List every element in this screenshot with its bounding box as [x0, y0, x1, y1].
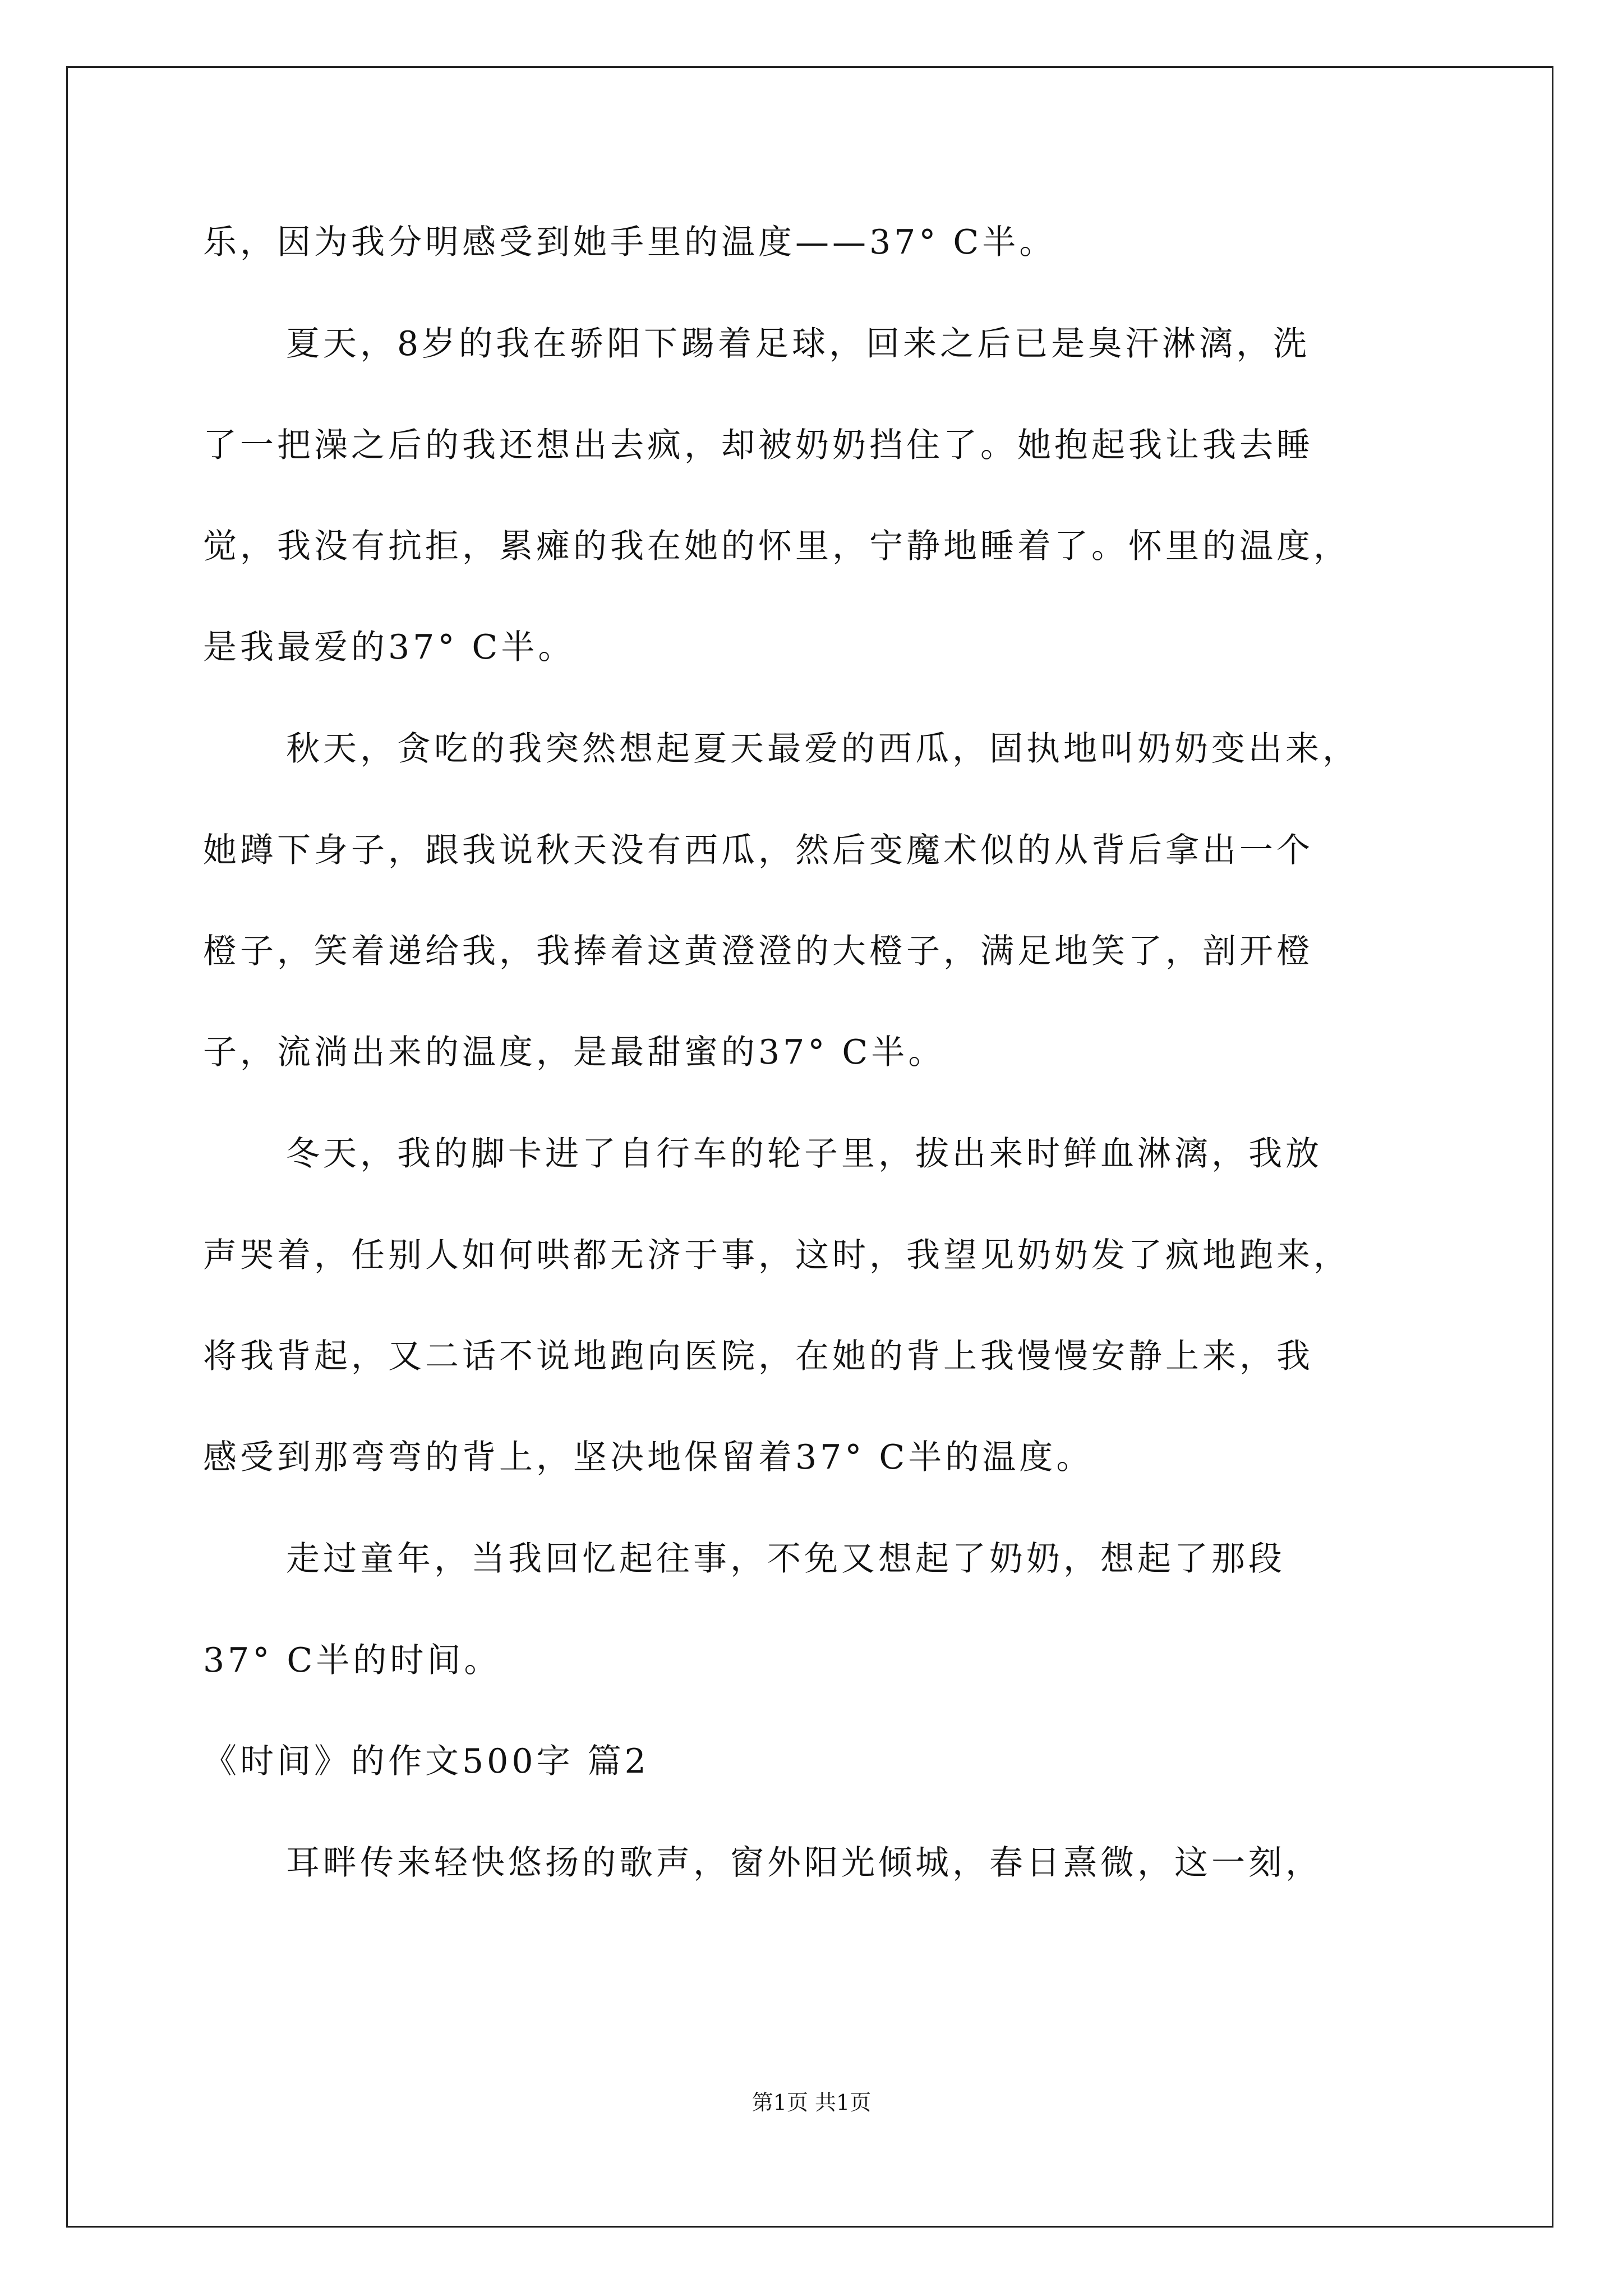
text-line: 橙子，笑着递给我，我捧着这黄澄澄的大橙子，满足地笑了，剖开橙 — [203, 932, 1313, 971]
text-line: 是我最爱的37° C半。 — [203, 628, 575, 667]
paragraph-summer-start: 夏天，8岁的我在骄阳下踢着足球，回来之后已是臭汗淋漓，洗 — [286, 324, 1311, 364]
section-heading: 《时间》的作文500字 篇2 — [203, 1742, 649, 1781]
text-line: 感受到那弯弯的背上，坚决地保留着37° C半的温度。 — [203, 1438, 1094, 1477]
text-line: 乐，因为我分明感受到她手里的温度——37° C半。 — [203, 223, 1057, 262]
text-line: 37° C半的时间。 — [203, 1641, 501, 1680]
paragraph-ending-start: 走过童年，当我回忆起往事，不免又想起了奶奶，想起了那段 — [286, 1539, 1285, 1579]
text-line: 子，流淌出来的温度，是最甜蜜的37° C半。 — [203, 1033, 946, 1072]
text-line: 将我背起，又二话不说地跑向医院，在她的背上我慢慢安静上来，我 — [203, 1337, 1313, 1376]
paragraph-autumn-start: 秋天，贪吃的我突然想起夏天最爱的西瓜，固执地叫奶奶变出来， — [286, 729, 1359, 769]
text-line: 声哭着，任别人如何哄都无济于事，这时，我望见奶奶发了疯地跑来， — [203, 1236, 1350, 1275]
paragraph-essay2-start: 耳畔传来轻快悠扬的歌声，窗外阳光倾城，春日熹微，这一刻， — [286, 1843, 1322, 1883]
text-line: 她蹲下身子，跟我说秋天没有西瓜，然后变魔术似的从背后拿出一个 — [203, 831, 1313, 870]
text-line: 觉，我没有抗拒，累瘫的我在她的怀里，宁静地睡着了。怀里的温度， — [203, 527, 1350, 566]
page-footer: 第1页 共1页 — [751, 2090, 872, 2115]
paragraph-winter-start: 冬天，我的脚卡进了自行车的轮子里，拔出来时鲜血淋漓，我放 — [286, 1134, 1322, 1174]
text-line: 了一把澡之后的我还想出去疯，却被奶奶挡住了。她抱起我让我去睡 — [203, 426, 1313, 465]
